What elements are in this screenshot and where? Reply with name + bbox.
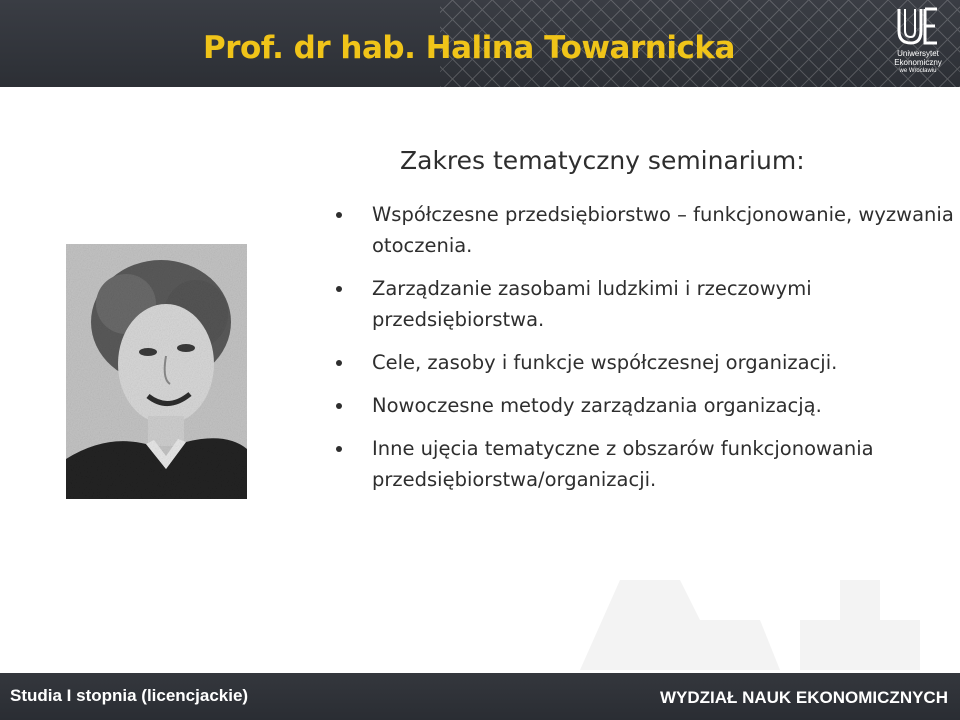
bullet-icon	[336, 446, 342, 452]
list-item	[336, 390, 956, 421]
portrait-image	[66, 244, 247, 499]
header-bar	[0, 0, 960, 87]
page-title: Prof. dr hab. Halina Towarnicka	[203, 30, 735, 66]
section-subtitle: Zakres tematyczny seminarium:	[400, 146, 805, 175]
bullet-icon	[336, 360, 342, 366]
footer-faculty-name: WYDZIAŁ NAUK EKONOMICZNYCH	[659, 688, 948, 707]
list-item	[336, 273, 956, 335]
list-item-text: Inne ujęcia tematyczne z obszarów funkcjonowania przedsiębiorstwa/organizacji.	[372, 437, 874, 491]
university-logo	[884, 5, 952, 83]
list-item-text: Nowoczesne metody zarządzania organizacją.	[372, 394, 822, 417]
ue-logo-icon	[895, 5, 941, 49]
logo-line-2: Ekonomiczny	[894, 58, 942, 67]
list-item-text: Współczesne przedsiębiorstwo – funkcjonowanie, wyzwania otoczenia.	[372, 203, 954, 257]
list-item-text: Zarządzanie zasobami ludzkimi i rzeczowymi przedsiębiorstwa.	[372, 277, 812, 331]
logo-line-1: Uniwersytet	[897, 49, 939, 58]
bullet-icon	[336, 286, 342, 292]
list-item	[336, 433, 956, 495]
topics-list	[336, 199, 956, 507]
footer-study-level: Studia I stopnia (licencjackie)	[10, 686, 249, 705]
bullet-icon	[336, 403, 342, 409]
logo-line-3: we Wrocławiu	[899, 68, 937, 74]
list-item	[336, 347, 956, 378]
list-item	[336, 199, 956, 261]
list-item-text: Cele, zasoby i funkcje współczesnej organizacji.	[372, 351, 838, 374]
portrait-photo	[66, 244, 247, 499]
background-watermark	[560, 560, 960, 680]
bullet-icon	[336, 212, 342, 218]
